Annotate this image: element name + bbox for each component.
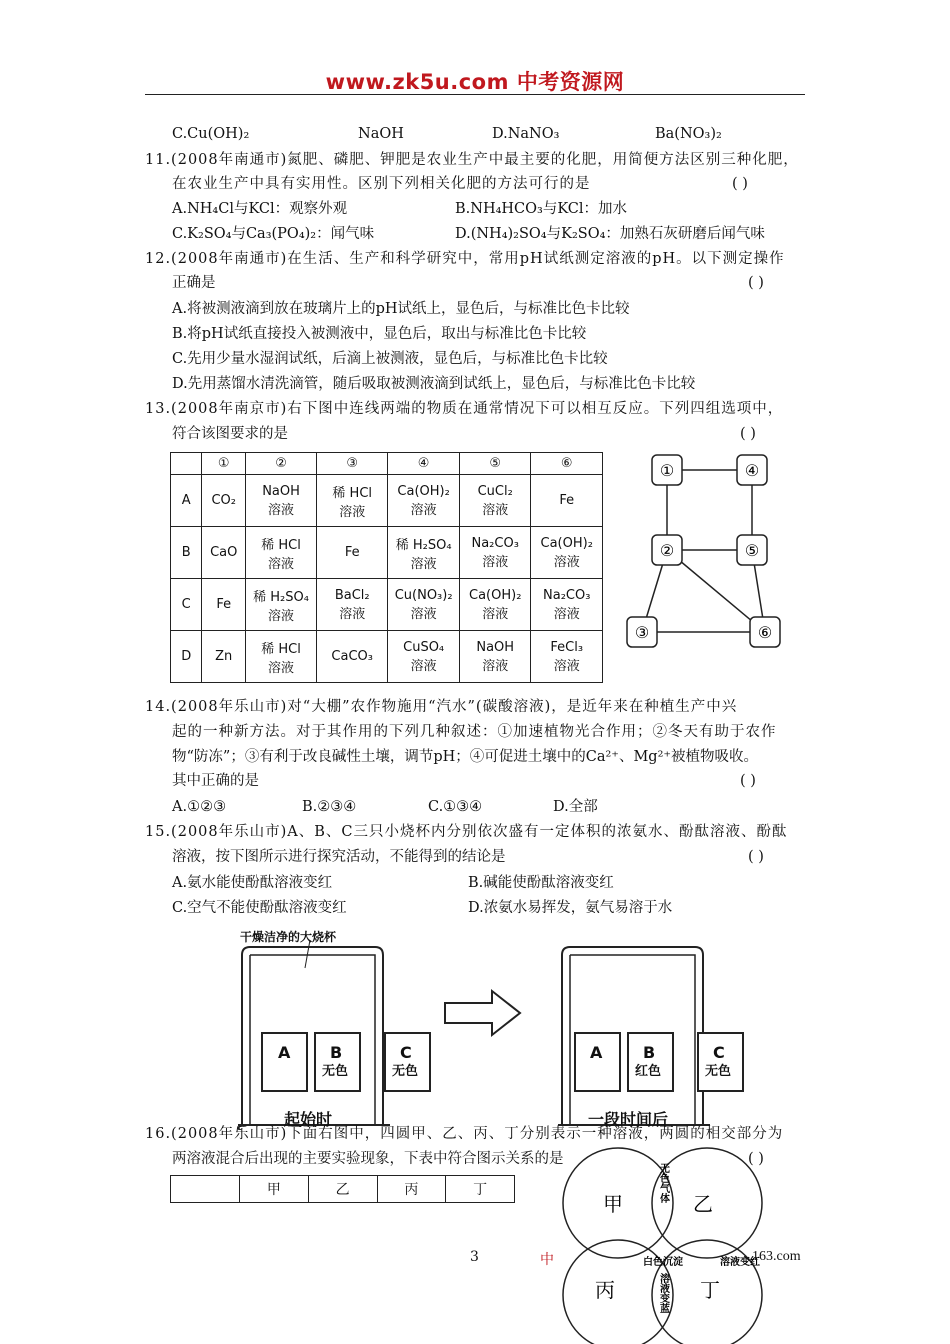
header-cell: ④: [388, 453, 460, 475]
table-cell: Na₂CO₃ 溶液: [531, 579, 603, 631]
q12-answer-paren: ( ): [748, 275, 764, 291]
q13-table: [170, 452, 603, 683]
beaker-b-label: B: [330, 1043, 343, 1062]
q14-stem-2: 起的一种新方法。对于其作用的下列几种叙述：①加速植物光合作用；②冬天有助于农作: [172, 724, 777, 740]
table-cell: Na₂CO₃ 溶液: [459, 527, 531, 579]
q12-option-d: D.先用蒸馏水清洗滴管，随后吸取被测液滴到试纸上，显色后，与标准比色卡比较: [172, 376, 696, 392]
table-cell: Ca(OH)₂ 溶液: [388, 475, 460, 527]
q11-stem-2: 在农业生产中具有实用性。区别下列相关化肥的方法可行的是: [172, 176, 591, 192]
q15-stem-1: 15.(2008年乐山市)A、B、C三只小烧杯内分别依次盛有一定体积的浓氨水、酚酞溶液、酚酞: [145, 824, 788, 840]
svg-text:⑥: ⑥: [757, 623, 773, 642]
header-rule: [145, 94, 805, 95]
q11-option-a: A.NH₄Cl与KCl：观察外观: [172, 201, 348, 217]
q13-table-header: [171, 453, 603, 475]
q15-option-a: A.氨水能使酚酞溶液变红: [172, 875, 333, 891]
node-3: [627, 617, 657, 647]
table-row: [171, 475, 603, 527]
venn-left-label: 白色沉淀: [643, 1257, 683, 1268]
table-cell: Ca(OH)₂ 溶液: [459, 579, 531, 631]
node-2: [652, 535, 682, 565]
q13-answer-paren: ( ): [740, 426, 756, 442]
q14-option-d: D.全部: [553, 799, 598, 815]
header-cell: ⑤: [459, 453, 531, 475]
q11-answer-paren: ( ): [732, 176, 748, 192]
table-cell: BaCl₂ 溶液: [317, 579, 388, 631]
table-cell: Fe: [202, 579, 246, 631]
q11-option-c: C.K₂SO₄与Ca₃(PO₄)₂：闻气味: [172, 226, 375, 242]
venn-bing: 丙: [595, 1278, 615, 1302]
svg-text:②: ②: [659, 541, 675, 560]
svg-text:③: ③: [634, 623, 650, 642]
q11-option-d: D.(NH₄)₂SO₄与K₂SO₄：加熟石灰研磨后闻气味: [455, 226, 765, 242]
table-cell: Ca(OH)₂ 溶液: [531, 527, 603, 579]
venn-ding: 丁: [700, 1278, 720, 1302]
table-cell: CaO: [202, 527, 246, 579]
table-row: [171, 1176, 515, 1203]
svg-text:⑤: ⑤: [744, 541, 760, 560]
table-cell: A: [171, 475, 202, 527]
header-cell: [171, 453, 202, 475]
q16-table: [170, 1175, 515, 1203]
table-cell: D: [171, 631, 202, 683]
header-cell: ①: [202, 453, 246, 475]
table-cell: Fe: [317, 527, 388, 579]
arrow-icon: [445, 991, 520, 1035]
q12-stem-2: 正确是: [172, 275, 216, 291]
table-cell: B: [171, 527, 202, 579]
table-cell: Fe: [531, 475, 603, 527]
table-cell: 稀 HCl 溶液: [245, 527, 316, 579]
table-row: [171, 631, 603, 683]
svg-text:①: ①: [659, 461, 675, 480]
big-beaker-label: 干燥洁净的大烧杯: [240, 930, 337, 944]
site-header: [0, 66, 950, 96]
svg-text:④: ④: [744, 461, 760, 480]
q11-stem-1: 11.(2008年南通市)氮肥、磷肥、钾肥是农业生产中最主要的化肥，用简便方法区别三种化肥，: [145, 152, 799, 168]
table-row: [171, 579, 603, 631]
q10-option-naoh: NaOH: [358, 126, 404, 142]
caption-start: 起始时: [284, 1110, 333, 1129]
site-url[interactable]: www.zk5u.com: [325, 70, 509, 94]
q14-option-c: C.①③④: [428, 799, 483, 815]
q10-option-d: D.NaNO₃: [492, 126, 560, 142]
q15-option-b: B.碱能使酚酞溶液变红: [468, 875, 614, 891]
q16-answer-paren: ( ): [748, 1151, 764, 1167]
q16-stem-2: 两溶液混合后出现的主要实验现象，下表中符合图示关系的是: [172, 1151, 564, 1167]
q15-stem-2: 溶液，按下图所示进行探究活动，不能得到的结论是: [172, 849, 506, 865]
q15-answer-paren: ( ): [748, 849, 764, 865]
beaker-c-label: C: [400, 1043, 412, 1062]
header-cell: 丁: [446, 1176, 515, 1203]
watermark-right: 163.com: [752, 1249, 801, 1264]
table-cell: FeCl₃ 溶液: [531, 631, 603, 683]
q13-stem-1: 13.(2008年南京市)右下图中连线两端的物质在通常情况下可以相互反应。下列四组选项中，: [145, 401, 784, 417]
q12-option-a: A.将被测液滴到放在玻璃片上的pH试纸上，显色后，与标准比色卡比较: [172, 301, 630, 317]
q14-option-a: A.①②③: [172, 799, 227, 815]
header-cell: ②: [245, 453, 316, 475]
q14-stem-3: 物“防冻”；③有利于改良碱性土壤，调节pH；④可促进土壤中的Ca²⁺、Mg²⁺被植物吸收。: [172, 749, 759, 765]
q13-stem-2: 符合该图要求的是: [172, 426, 288, 442]
q15-option-c: C.空气不能使酚酞溶液变红: [172, 900, 347, 916]
header-cell: [171, 1176, 240, 1203]
table-cell: CO₂: [202, 475, 246, 527]
header-cell: 丙: [377, 1176, 446, 1203]
venn-bottom-label: 溶液变蓝: [657, 1273, 669, 1313]
header-cell: 甲: [240, 1176, 309, 1203]
beaker-c-color: 无色: [705, 1064, 732, 1079]
table-row: [171, 527, 603, 579]
venn-right-label: 溶液变红: [720, 1257, 760, 1268]
site-title: 中考资源网: [516, 70, 625, 94]
table-cell: Zn: [202, 631, 246, 683]
beaker-b-color: 红色: [635, 1064, 662, 1079]
q14-option-b: B.②③④: [302, 799, 357, 815]
q15-option-d: D.浓氨水易挥发，氨气易溶于水: [468, 900, 673, 916]
q14-stem-4: 其中正确的是: [172, 773, 259, 789]
left-setup: [238, 940, 430, 1130]
node-6: [750, 617, 780, 647]
table-cell: NaOH 溶液: [245, 475, 316, 527]
node-1: [652, 455, 682, 485]
q11-option-b: B.NH₄HCO₃与KCl：加水: [455, 201, 628, 217]
q16-stem-1: 16.(2008年乐山市)下面右图中，四圆甲、乙、丙、丁分别表示一种溶液，两圆的相交部分为: [145, 1126, 784, 1142]
beaker-c-color: 无色: [392, 1064, 419, 1079]
q10-option-ba: Ba(NO₃)₂: [655, 126, 722, 142]
q12-stem-1: 12.(2008年南通市)在生活、生产和科学研究中，常用pH试纸测定溶液的pH。以下测定操作: [145, 251, 785, 267]
venn-jia: 甲: [603, 1192, 623, 1216]
table-cell: CaCO₃: [317, 631, 388, 683]
beaker-b-color: 无色: [322, 1064, 349, 1079]
q10-option-c: C.Cu(OH)₂: [172, 126, 250, 142]
q16-venn-diagram: [555, 1145, 805, 1344]
page-number: 3: [470, 1249, 479, 1265]
q14-answer-paren: ( ): [740, 773, 756, 789]
header-cell: ③: [317, 453, 388, 475]
table-cell: 稀 HCl 溶液: [245, 631, 316, 683]
table-cell: 稀 HCl 溶液: [317, 475, 388, 527]
table-cell: CuSO₄ 溶液: [388, 631, 460, 683]
header-cell: 乙: [308, 1176, 377, 1203]
node-5: [737, 535, 767, 565]
beaker-c-label: C: [713, 1043, 725, 1062]
q14-stem-1: 14.(2008年乐山市)对“大棚”农作物施用“汽水”(碳酸溶液)，是近年来在种植生产中兴: [145, 699, 738, 715]
beaker-b-label: B: [643, 1043, 656, 1062]
table-cell: C: [171, 579, 202, 631]
table-cell: 稀 H₂SO₄ 溶液: [245, 579, 316, 631]
table-cell: CuCl₂ 溶液: [459, 475, 531, 527]
caption-later: 一段时间后: [588, 1110, 669, 1129]
watermark-left: 中: [540, 1252, 554, 1268]
right-setup: [558, 947, 743, 1125]
venn-yi: 乙: [693, 1192, 713, 1216]
table-cell: 稀 H₂SO₄ 溶液: [388, 527, 460, 579]
q12-option-c: C.先用少量水湿润试纸，后滴上被测液，显色后，与标准比色卡比较: [172, 351, 608, 367]
header-cell: ⑥: [531, 453, 603, 475]
node-4: [737, 455, 767, 485]
q12-option-b: B.将pH试纸直接投入被测液中，显色后，取出与标准比色卡比较: [172, 326, 587, 342]
q15-beaker-figure: [230, 925, 750, 1130]
beaker-a-label: A: [590, 1043, 603, 1062]
beaker-a-label: A: [278, 1043, 291, 1062]
table-cell: Cu(NO₃)₂ 溶液: [388, 579, 460, 631]
table-cell: NaOH 溶液: [459, 631, 531, 683]
venn-top-label: 无色气体: [657, 1163, 669, 1203]
q13-node-diagram: [620, 450, 790, 655]
